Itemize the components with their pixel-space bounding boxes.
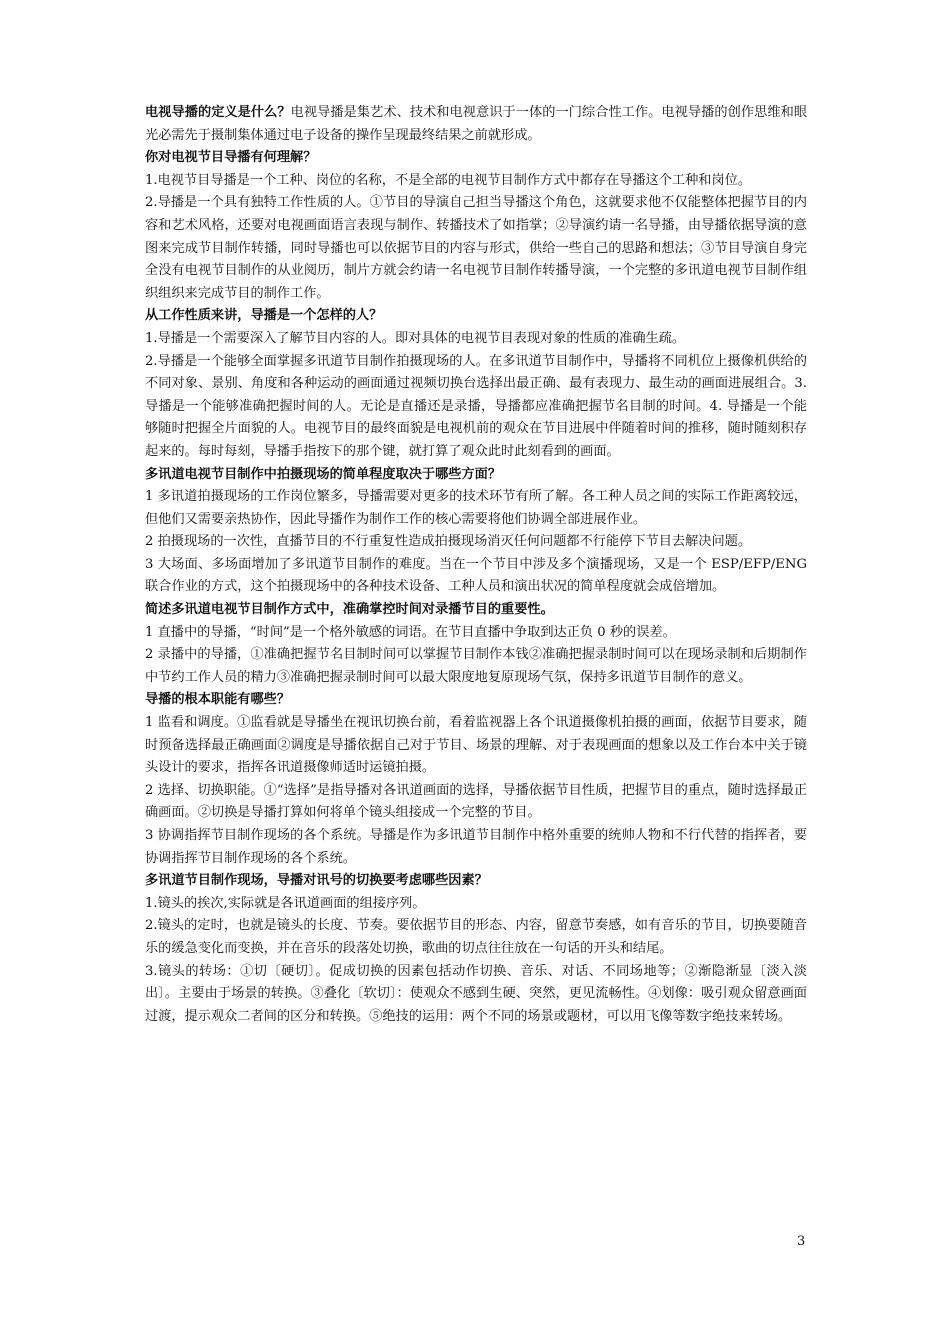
answer-paragraph: 1.电视节目导播是一个工种、岗位的名称，不是全部的电视节目制作方式中都存在导播这个工种和岗位。	[145, 172, 752, 188]
answer-paragraph: 2.导播是一个具有独特工作性质的人。①节目的导演自己担当导播这个角色，这就要求他不仅能整体把握节目的内容和艺术风格，还要对电视画面语言表现与制作、转播技术了如指掌；②导演约请一名导播，由导播依据导演的意图来完成节目制作转播，同时导播也可以依据节目的内容与形式，供给一些自己的思路和想法；③节目导演自身完全没有电视节目制作的从业阅历，制片方就会约请一名电视节目制作转播导演，一个完整的多讯道电视节目制作组织组织来完成节目的制作工作。	[145, 195, 807, 301]
question-heading: 多讯道电视节目制作中拍摄现场的简单程度取决于哪些方面？	[145, 466, 502, 482]
document-body	[145, 102, 807, 1028]
question-heading: 你对电视节目导播有何理解？	[145, 150, 317, 166]
answer-paragraph: 2.镜头的定时，也就是镜头的长度、节奏。要依据节目的形态、内容，留意节奏感，如有音乐的节目，切换要随音乐的缓急变化而变换，并在音乐的段落处切换，歌曲的切点往往放在一句话的开头和结尾。	[145, 918, 807, 956]
answer-paragraph: 1.导播是一个需要深入了解节目内容的人。即对具体的电视节目表现对象的性质的准确生疏。	[145, 330, 686, 346]
page-number: 3	[797, 1234, 806, 1249]
answer-paragraph: 2 选择、切换职能。①“选择”是指导播对各讯道画面的选择，导播依据节目性质，把握节目的重点，随时选择最正确画面。②切换是导播打算如何将单个镜头组接成一个完整的节目。	[145, 782, 807, 821]
answer-paragraph: 2 录播中的导播，①准确把握节名目制时间可以掌握节目制作本钱②准确把握录制时间可以在现场录制和后期制作中节约工作人员的精力③准确把握录制时间可以最大限度地复原现场气氛，保持多讯道节目制作的意义。	[145, 647, 807, 685]
answer-text: 电视导播是集艺术、技术和电视意识于一体的一门综合性工作。电视导播的创作思维和眼光必需先于摄制集体通过电子设备的操作呈现最终结果之前就形成。	[145, 105, 808, 143]
answer-paragraph: 1 多讯道拍摄现场的工作岗位繁多，导播需要对更多的技术环节有所了解。各工种人员之间的实际工作距离较远，但他们又需要亲热协作，因此导播作为制作工作的核心需要将他们协调全部进展作业。	[145, 489, 807, 527]
question-heading: 简述多讯道电视节目制作方式中，准确掌控时间对录播节目的重要性。	[145, 602, 554, 618]
question-heading: 导播的根本职能有哪些？	[145, 692, 291, 708]
intro-paragraph	[145, 102, 807, 147]
answer-paragraph: 1 直播中的导播，“时间”是一个格外敏感的词语。在节目直播中争取到达正负 0 秒的误差。	[145, 624, 676, 640]
answer-paragraph: 2.导播是一个能够全面掌握多讯道节目制作拍摄现场的人。在多讯道节目制作中，导播将不同机位上摄像机供给的不同对象、景别、角度和各种运动的画面通过视频切换台选择出最正确、最有表现力、最生动的画面进展组合。3. 导播是一个能够准确把握时间的人。无论是直播还是录播，导播都应准确把握节名目制的时间。4. 导播是一个能够随时把握全片面貌的人。电视节目的最终面貌是电视机前的观众在节目进展中伴随着时间的推移，随时随刻积存起来的。每时每刻，导播手指按下的那个键，就打算了观众此时此刻看到的画面。	[145, 353, 807, 459]
question-heading: 电视导播的定义是什么？	[145, 105, 291, 120]
answer-paragraph: 2 拍摄现场的一次性，直播节目的不行重复性造成拍摄现场消灭任何问题都不行能停下节目去解决问题。	[145, 534, 752, 550]
question-heading: 多讯道节目制作现场，导播对讯号的切换要考虑哪些因素？	[145, 873, 488, 889]
answer-paragraph: 3.镜头的转场：①切〔硬切〕。促成切换的因素包括动作切换、音乐、对话、不同场地等；②渐隐渐显〔淡入淡出〕。主要由于场景的转换。③叠化〔软切〕：使观众不感到生硬、突然，更见流畅性。④划像：吸引观众留意画面过渡，提示观众二者间的区分和转换。⑤绝技的运用：两个不同的场景或题材，可以用飞像等数字绝技来转场。	[145, 963, 807, 1024]
answer-paragraph: 1.镜头的挨次,实际就是各讯道画面的组接序列。	[145, 895, 426, 911]
answer-paragraph: 3 大场面、多场面增加了多讯道节目制作的难度。当在一个节目中涉及多个演播现场，又是一个 ESP/EFP/ENG 联合作业的方式，这个拍摄现场中的各种技术设备、工种人员和演出状况的简单程度就会成倍增加。	[145, 556, 807, 595]
question-heading: 从工作性质来讲，导播是一个怎样的人？	[145, 308, 383, 324]
answer-paragraph: 1 监看和调度。①监看就是导播坐在视讯切换台前，看着监视器上各个讯道摄像机拍摄的画面，依据节目要求，随时预备选择最正确画面②调度是导播依据自己对于节目、场景的理解、对于表现画面的想象以及工作台本中关于镜头设计的要求，指挥各讯道摄像师适时运镜拍摄。	[145, 715, 807, 776]
answer-paragraph: 3 协调指挥节目制作现场的各个系统。导播是作为多讯道节目制作中格外重要的统帅人物和不行代替的指挥者，要协调指挥节目制作现场的各个系统。	[145, 828, 807, 866]
